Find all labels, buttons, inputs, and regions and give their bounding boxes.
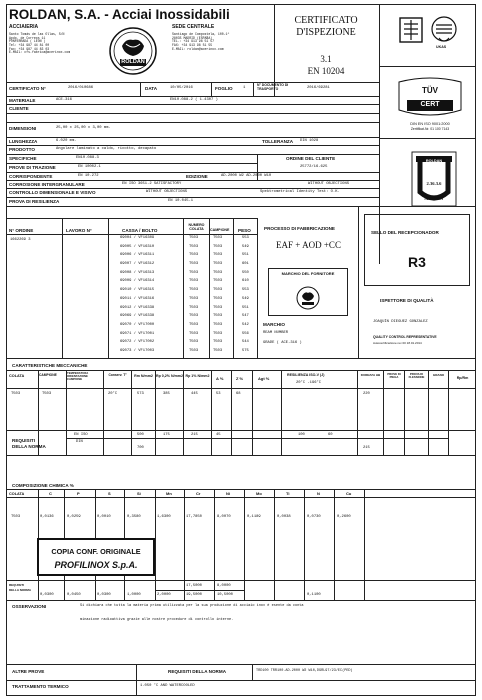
table-row: 69012 / VF16338 T503 T503 551	[120, 305, 249, 310]
prove-trazione-label: PROVE DI TRAZIONE	[9, 165, 56, 170]
cert-label: CERT	[420, 101, 440, 108]
mech-req-std1: EN ISO	[74, 433, 88, 437]
resilienza-label: PROVA DI RESILIENZA	[9, 199, 60, 204]
lots-header-ordine: N° ORDINE	[9, 228, 34, 233]
ordine-value: 25772/16-625	[300, 165, 328, 169]
mech-h-durezza: DUREZZA HB	[360, 373, 381, 377]
company-name: ROLDAN, S.A. - Acciai Inossidabili	[9, 7, 230, 22]
mech-h-resilienza-sub: 20°C -196°C	[296, 381, 322, 385]
cliente-label: CLIENTE	[9, 106, 29, 111]
mech-h-piega: PROVE DI PIEGA	[387, 372, 401, 380]
chem-req-label1: REQUISITI	[9, 583, 25, 587]
supplier-mark-label: MARCHIO DEL FORNITORE	[281, 271, 335, 276]
mech-h-resilienza: RESILIENZA ISO-V (J)	[287, 373, 325, 377]
table-row: 69010 / VF16315 T503 T503 553	[120, 288, 249, 293]
mechanical-title: CARATTERISTICHE MECCANICHE	[12, 363, 88, 368]
hq-address: Santiago de Compostela, 100-1º 28035 MADRID (ESPAÑA) TEL.: +34 913 98 51 57 FAX: +34 913 98 51 55 E-MAIL: roldan@acerinox.com	[172, 32, 230, 51]
observations-label: OSSERVAZIONI	[12, 604, 47, 609]
table-row: 69006 / VF16311 T503 T503 551	[120, 253, 249, 258]
specifiche-label: SPECIFICHE	[9, 156, 37, 161]
inspector-name: JOAQUÍN DIEGUEZ GONZALEZ	[373, 320, 428, 324]
table-row: 69011 / VF16316 T503 T503 549	[120, 296, 249, 301]
table-row: 69070 / VF17000 T503 T503 542	[120, 322, 249, 327]
lots-header-colata: NUMERO COLATA	[188, 223, 205, 231]
copy-stamp: COPIA CONF. ORIGINALE PROFILINOX S.p.A.	[37, 538, 155, 576]
table-row: 69009 / VF16314 T503 T503 610	[120, 279, 249, 284]
lots-header-campione: CAMPIONE	[210, 228, 230, 232]
corrosione-label: CORROSIONE INTERGRANULARE	[9, 182, 85, 187]
mech-h-temperatura: TEMPERATURA ORIENTAZIONE CAMPIONE	[67, 371, 89, 382]
lots-rows	[108, 236, 257, 358]
inspector-label: ISPETTORE DI QUALITÀ	[380, 298, 434, 303]
logo-text: ROLDAN	[121, 59, 145, 65]
mech-h-rp02: Rp 0,2% N/mm2	[156, 374, 183, 378]
altre-prove-label: ALTRE PROVE	[12, 669, 45, 674]
roldan-logo	[108, 26, 158, 76]
observations-line2: minazione radioattiva grazie alle nostre procedure di controllo interne.	[80, 618, 234, 622]
specifiche: EN10.088-3	[76, 156, 99, 160]
cert-no: 2016/010686	[68, 86, 94, 90]
ukas-badge	[398, 14, 468, 58]
ordine-label: ORDINE DEL CLIENTE	[286, 156, 336, 161]
mpa-sub: 2.36.3.6	[426, 181, 442, 186]
tolleranza: DIN 1028	[300, 139, 319, 143]
receiver-stamp: R3	[408, 254, 426, 270]
inspector-role: QUALITY CONTROL REPRESENTATIVE	[373, 335, 437, 339]
marchio-label: MARCHIO	[263, 322, 285, 327]
observations-line1: Si dichiara che tutta la materia prima utilizzata per la sua produzione di acciaio inox è esente da conta	[80, 604, 304, 608]
data-value: 10/05/2016	[170, 86, 193, 90]
inspector-note: Autocertificazione rev 00 18.01.2014	[373, 341, 422, 345]
table-row: 69007 / VF16312 T503 T503 601	[120, 262, 249, 267]
lots-header-peso: PESO	[238, 228, 251, 233]
hq-label: SEDE CENTRALE	[172, 24, 215, 30]
receiver-box	[364, 214, 470, 286]
ukas-label: UKAS	[436, 45, 447, 49]
mpa-title: ROLDAN	[425, 159, 443, 163]
corrispondente-label: CORRISPONDENTE	[9, 174, 53, 179]
mech-h-colata: COLATA	[9, 374, 25, 378]
mech-h-a: A %	[216, 376, 224, 381]
corrispondente: EN 10.272	[78, 174, 99, 178]
materiale: ACE-316	[56, 98, 72, 102]
controllo: WITHOUT OBJECTIONS	[146, 190, 188, 194]
process-value: EAF + AOD +CC	[276, 240, 341, 250]
mech-h-rm: Rm N/mm2	[134, 374, 153, 378]
mech-h-agt: Agt %	[258, 376, 270, 381]
lots-header-cassa: CASSA / BOLTO	[122, 228, 158, 233]
chemical-title: COMPOSIZIONE CHIMICA %	[12, 483, 74, 488]
mech-h-z: Z %	[236, 376, 244, 381]
doc-trasporto: 2016/69281	[307, 86, 330, 90]
table-row: 69069 / VF16338 T503 T503 547	[120, 314, 249, 319]
mpa-sub2: MPA NRW	[424, 196, 444, 201]
materiale-norm: EN10.088-2 ( 1.4307 )	[170, 98, 218, 102]
certificate-title-1: CERTIFICATO	[294, 15, 358, 26]
steelworks-address: Santo Tomás de las Ollas, S/N Apdo. de Correos 11 PONFERRADA ( LEÓN ) Tel: +34 987 44 81 00 Fax: +34 987 44 83 03 E-MAIL: cfs.fabrica@acerinox.com	[9, 32, 71, 55]
tuv-badge	[393, 76, 467, 120]
mech-h-rprm: Rp/Rm	[456, 376, 469, 380]
lunghezza-label: LUNGHEZZA	[9, 139, 38, 144]
mech-h-rp1: Rp 1% N/mm2	[185, 374, 210, 378]
receiver-label: SELLO DEL RECEPCIONADOR	[371, 230, 439, 235]
mech-h-campione: CAMPIONE	[39, 373, 57, 377]
steelworks-label: ACCIAIERIA	[9, 24, 39, 30]
lots-order-no: 1662269 3	[10, 238, 31, 242]
marchio-line1: REAM NUMBER	[263, 331, 289, 335]
dimensioni-label: DIMENSIONI	[9, 126, 37, 131]
mech-h-conserv: Conserv. T°	[108, 373, 127, 377]
supplier-logo	[296, 286, 320, 310]
certificate-type: 3.1	[320, 54, 332, 64]
table-row: 69008 / VF16313 T503 T503 550	[120, 270, 249, 275]
table-row: 69072 / VF17002 T503 T503 544	[120, 340, 249, 345]
trattamento-value: 1.050 °C AND WATERCOOLED	[140, 684, 195, 688]
lots-header-lavoro: LAVORO N°	[66, 228, 92, 233]
certificate-norm: EN 10204	[307, 66, 345, 76]
corrosione: EN ISO 3651-2 SATISFACTORY	[122, 182, 182, 186]
foglio-value: 1	[243, 86, 246, 90]
requisiti-label: REQUISITI DELLA NORMA	[168, 669, 227, 674]
mech-req-label1: REQUISITI	[12, 438, 35, 443]
edizione: AD-2000 W2 AD-2000 W10	[221, 174, 272, 178]
process-label: PROCESSO DI FABBRICAZIONE	[264, 226, 335, 231]
din-line: DIN EN ISO 9001:2000	[410, 122, 450, 126]
table-row: 69004 / VF16309 T503 T503 553	[120, 236, 249, 240]
table-row: 69005 / VF16310 T503 T503 549	[120, 244, 249, 249]
marchio-line2: GRADE ( ACE-316 )	[263, 341, 302, 345]
mech-req-label2: DELLA NORMA	[12, 444, 46, 449]
prodotto-label: PRODOTTO	[9, 147, 35, 152]
certificate-title-2: D'ISPEZIONE	[296, 27, 356, 38]
requisiti-value: TRD100 TRR100.AD-2000 W2 W10,DGRL97/23/EC(PED)	[256, 669, 353, 673]
resilienza: EN 10.045-1	[168, 199, 194, 203]
controllo-label: CONTROLLO DIMENSIONALE E VISIVO	[9, 190, 96, 195]
doc-trasporto-label: N° DOCUMENTO DI TRASPORTO	[257, 83, 289, 91]
tolleranza-label: TOLLERANZA	[262, 139, 294, 144]
data-label: DATA	[145, 86, 158, 91]
prodotto: Angolare laminato a caldo, ricotto, decapato	[56, 147, 157, 151]
trattamento-label: TRATTAMENTO TERMICO	[12, 684, 69, 689]
cert-no-label: CERTIFICATO N°	[9, 86, 46, 91]
tuv-cert-no: Zertifikat-Nr. 01 100 7143	[410, 127, 450, 131]
tuv-label: TÜV	[422, 86, 438, 95]
dimensioni: 25,00 x 25,00 x 3,00 mm.	[56, 126, 111, 130]
controllo-extra: Spektrometrical Identity Test: O.K.	[260, 190, 340, 194]
edizione-label: EDIZIONE	[186, 174, 208, 179]
mech-req-std2: DIN	[76, 440, 83, 444]
lunghezza: 6.020 mm.	[56, 139, 77, 143]
mech-h-grano: GRANO	[432, 373, 445, 377]
foglio-label: FOGLIO	[215, 86, 233, 91]
prove-trazione: EN 10002-1	[78, 165, 101, 169]
chem-req-label2: DELLA NORMA	[9, 588, 32, 592]
table-row: 69071 / VF17001 T503 T503 556	[120, 331, 249, 336]
mech-h-flessione: PROVA DI FLESSIONE	[408, 372, 425, 380]
table-row: 69073 / VF17003 T503 T503 575	[120, 348, 249, 353]
materiale-label: MATERIALE	[9, 98, 36, 103]
corrosione-obs: WITHOUT OBJECTIONS	[308, 182, 350, 186]
